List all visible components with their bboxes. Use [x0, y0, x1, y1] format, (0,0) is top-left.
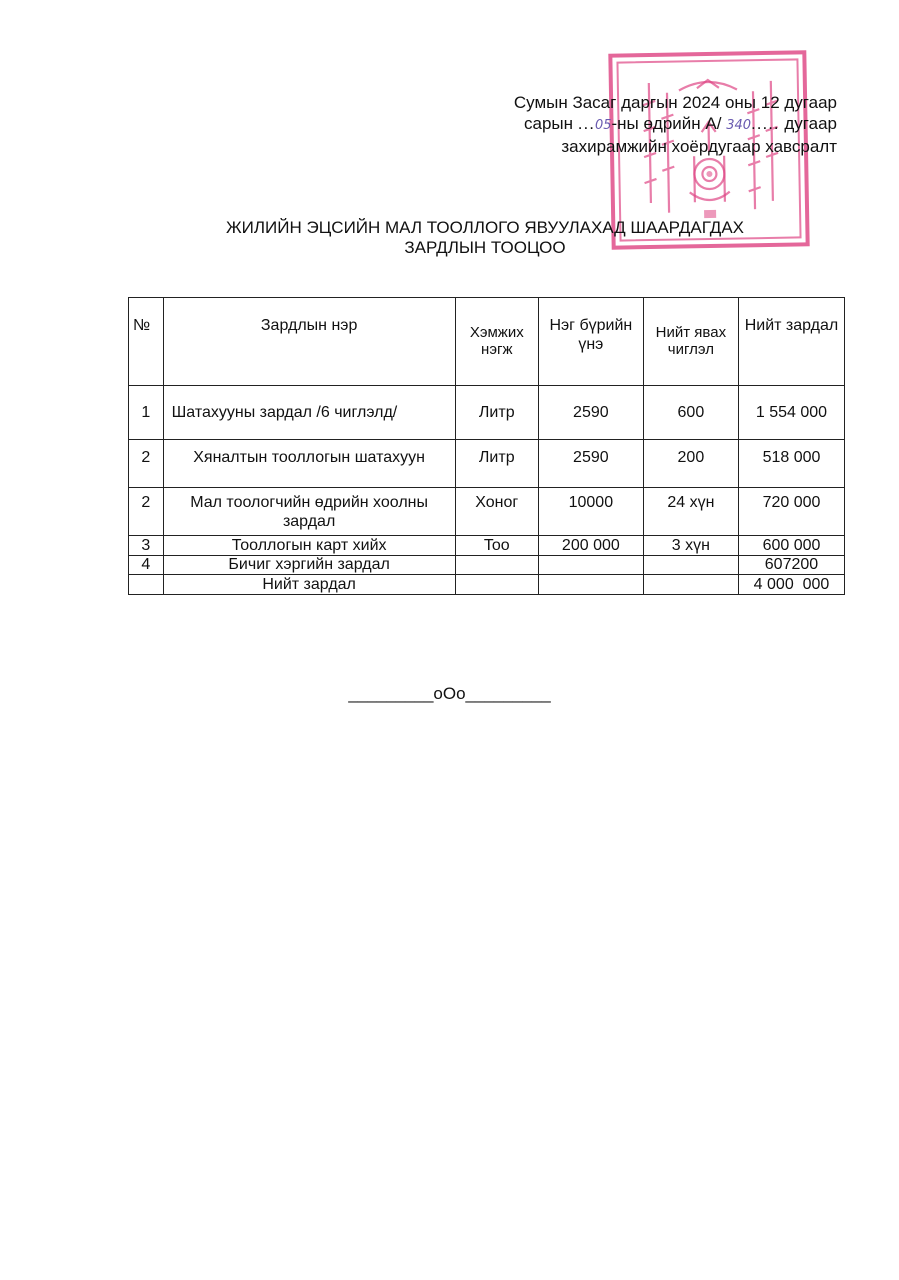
total-row-total: 4 000 000	[738, 575, 844, 595]
row-number: 1	[129, 386, 164, 440]
annex-dots-number: .....	[751, 114, 780, 133]
annex-line-2-text-c: дугаар	[779, 114, 837, 133]
header-total-trips: Нийт явах чиглэл	[643, 298, 738, 386]
total-row-unit	[455, 575, 538, 595]
row-trips: 24 хүн	[643, 488, 738, 536]
annex-line-2-text-b: -ны өдрийн А/	[611, 114, 727, 133]
row-unit: Литр	[455, 440, 538, 488]
annex-line-2	[514, 113, 837, 136]
row-expense-name: Хяналтын тооллогын шатахуун	[163, 440, 455, 488]
annex-header	[514, 92, 837, 157]
annex-line-2-text-a: сарын	[524, 114, 578, 133]
row-expense-name: Тооллогын карт хийх	[163, 536, 455, 556]
handwritten-day: 05	[594, 118, 612, 133]
row-unit: Хоног	[455, 488, 538, 536]
title-line-2: ЗАРДЛЫН ТООЦОО	[404, 238, 566, 257]
row-total: 1 554 000	[738, 386, 844, 440]
table-row	[129, 386, 845, 440]
row-number: 3	[129, 536, 164, 556]
header-unit-price: Нэг бүрийн үнэ	[538, 298, 643, 386]
row-expense-name: Шатахууны зардал /6 чиглэлд/	[163, 386, 455, 440]
annex-dots-day: ...	[577, 114, 595, 133]
row-number: 4	[129, 556, 164, 575]
annex-line-1: Сумын Засаг даргын 2024 оны 12 дугаар	[513, 93, 837, 112]
row-unit: Too	[455, 536, 538, 556]
total-row-trips	[643, 575, 738, 595]
row-number: 2	[129, 440, 164, 488]
row-total: 600 000	[738, 536, 844, 556]
table-row	[129, 536, 845, 556]
row-unit	[455, 556, 538, 575]
row-unit-price	[538, 556, 643, 575]
row-total: 720 000	[738, 488, 844, 536]
header-expense-name: Зардлын нэр	[163, 298, 455, 386]
row-number: 2	[129, 488, 164, 536]
table-row	[129, 440, 845, 488]
row-unit-price: 200 000	[538, 536, 643, 556]
row-trips: 200	[643, 440, 738, 488]
row-trips	[643, 556, 738, 575]
end-mark: _________оОо_________	[348, 684, 551, 703]
header-number: №	[129, 298, 164, 386]
row-total: 607200	[738, 556, 844, 575]
row-expense-name: Бичиг хэргийн зардал	[163, 556, 455, 575]
annex-line-3: захирамжийн хоёрдугаар хавсралт	[561, 137, 837, 156]
table-row	[129, 488, 845, 536]
title-line-1: ЖИЛИЙН ЭЦСИЙН МАЛ ТООЛЛОГО ЯВУУЛАХАД ШААРДАГДАХ	[225, 218, 744, 237]
table-row	[129, 556, 845, 575]
header-total-cost: Нийт зардал	[738, 298, 844, 386]
total-row-number	[129, 575, 164, 595]
row-trips: 600	[643, 386, 738, 440]
row-unit-price: 2590	[538, 386, 643, 440]
row-expense-name: Мал тоологчийн өдрийн хоолны зардал	[163, 488, 455, 536]
cost-table	[128, 297, 845, 595]
handwritten-order-number: 340	[726, 118, 752, 133]
total-row-label: Нийт зардал	[163, 575, 455, 595]
total-row-price	[538, 575, 643, 595]
document-title	[150, 218, 820, 258]
row-unit: Литр	[455, 386, 538, 440]
row-unit-price: 10000	[538, 488, 643, 536]
row-unit-price: 2590	[538, 440, 643, 488]
table-total-row	[129, 575, 845, 595]
header-unit: Хэмжих нэгж	[455, 298, 538, 386]
table-header-row	[129, 298, 845, 386]
row-trips: 3 хүн	[643, 536, 738, 556]
row-total: 518 000	[738, 440, 844, 488]
